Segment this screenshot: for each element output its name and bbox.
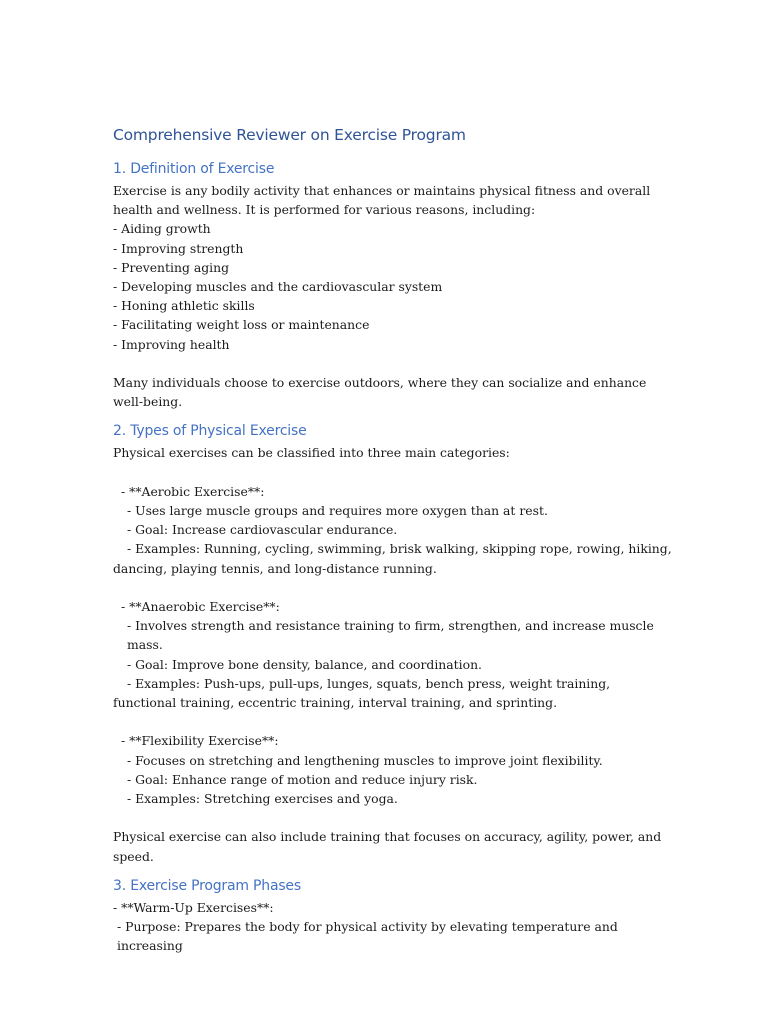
reason-item: - Aiding growth <box>113 221 211 237</box>
warmup-purpose: - Purpose: Prepares the body for physical activity by elevating temperature and increasing <box>117 919 622 954</box>
section-1-closing: Many individuals choose to exercise outdoors, where they can socialize and enhance well-being. <box>113 375 651 410</box>
reason-item: - Developing muscles and the cardiovascular system <box>113 279 443 295</box>
anaerobic-name: - **Anaerobic Exercise**: <box>121 599 280 615</box>
section-3-heading: 3. Exercise Program Phases <box>113 877 301 894</box>
anaerobic-examples: - Examples: Push-ups, pull-ups, lunges, squats, bench press, weight training, functional training, eccentric training, interval training, and sprinting. <box>113 675 615 711</box>
reason-item: - Facilitating weight loss or maintenance <box>113 317 370 333</box>
document-title: Comprehensive Reviewer on Exercise Program <box>113 126 466 144</box>
reason-item: - Preventing aging <box>113 259 230 275</box>
document-page <box>113 122 676 955</box>
section-2-heading: 2. Types of Physical Exercise <box>113 423 307 440</box>
aerobic-desc: - Uses large muscle groups and requires more oxygen than at rest. <box>127 503 548 519</box>
aerobic-examples: - Examples: Running, cycling, swimming, brisk walking, skipping rope, rowing, hiking, dancing, playing tennis, and long-distance running. <box>113 541 676 576</box>
flexibility-name: - **Flexibility Exercise**: <box>121 733 279 749</box>
anaerobic-goal: - Goal: Improve bone density, balance, and coordination. <box>127 656 482 672</box>
blank-line <box>113 354 673 373</box>
blank-line <box>113 578 673 597</box>
flexibility-examples: - Examples: Stretching exercises and yoga. <box>127 791 398 807</box>
section-2-closing: Physical exercise can also include training that focuses on accuracy, agility, power, and speed. <box>113 829 666 864</box>
blank-line <box>113 808 673 827</box>
reason-item: - Honing athletic skills <box>113 298 255 314</box>
blank-line <box>113 463 673 482</box>
section-gap <box>113 866 673 875</box>
section-2-intro: Physical exercises can be classified into three main categories: <box>113 445 510 461</box>
section-1-intro: Exercise is any bodily activity that enhances or maintains physical fitness and overall health and wellness. It is performed for various reasons, including: <box>113 183 655 218</box>
flexibility-desc: - Focuses on stretching and lengthening muscles to improve joint flexibility. <box>127 752 603 768</box>
section-gap <box>113 411 673 420</box>
reason-item: - Improving health <box>113 336 230 352</box>
aerobic-name: - **Aerobic Exercise**: <box>121 483 265 499</box>
warmup-name: - **Warm-Up Exercises**: <box>113 899 274 915</box>
flexibility-goal: - Goal: Enhance range of motion and reduce injury risk. <box>127 771 478 787</box>
blank-line <box>113 712 673 731</box>
anaerobic-desc: - Involves strength and resistance training to firm, strengthen, and increase muscle mass. <box>127 618 658 653</box>
reason-item: - Improving strength <box>113 240 244 256</box>
section-1-heading: 1. Definition of Exercise <box>113 161 275 177</box>
aerobic-goal: - Goal: Increase cardiovascular endurance. <box>127 522 398 538</box>
